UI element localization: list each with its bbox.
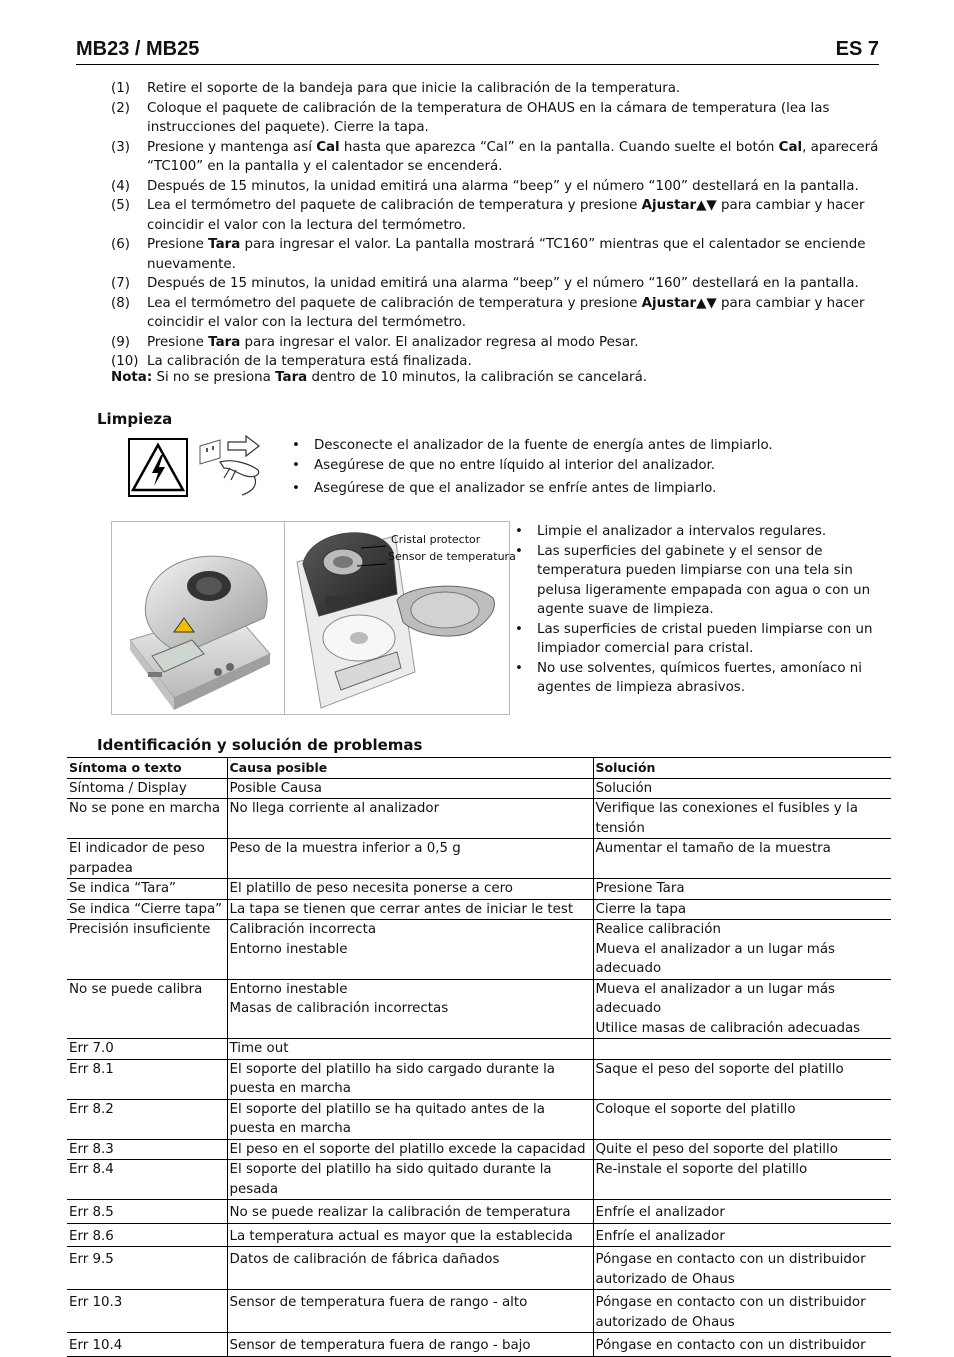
note-tara: Tara	[275, 370, 308, 385]
symptom-cell: Err 8.2	[67, 1099, 227, 1139]
table-row	[67, 1139, 891, 1160]
step-text: Después de 15 minutos, la unidad emitirá una alarma “beep” y el número “160” destellará en la pantalla.	[147, 276, 859, 291]
calibration-step	[111, 79, 887, 99]
solution-cell: Coloque el soporte del platillo	[593, 1099, 891, 1139]
list-item: • Las superficies de cristal pueden limpiarse con un limpiador comercial para cristal.	[513, 620, 889, 659]
solution-cell: Póngase en contacto con un distribuidor autorizado de Ohaus	[593, 1290, 891, 1333]
step-number: (10)	[111, 354, 139, 369]
cause-cell: La temperatura actual es mayor que la establecida	[227, 1223, 593, 1247]
symptom-cell: Precisión insuficiente	[67, 920, 227, 980]
cause-cell: La tapa se tienen que cerrar antes de iniciar le test	[227, 899, 593, 920]
cause-cell: Calibración incorrecta Entorno inestable	[227, 920, 593, 980]
solution-cell: Realice calibración Mueva el analizador a un lugar más adecuado	[593, 920, 891, 980]
step-text: para cambiar y hacer coincidir el valor con la lectura del termómetro.	[147, 198, 865, 233]
step-number: (3)	[111, 139, 130, 155]
table-row	[67, 778, 891, 799]
page-header	[76, 38, 879, 65]
solution-cell: Póngase en contacto con un distribuidor autorizado de Ohaus	[593, 1247, 891, 1290]
table-row	[67, 1247, 891, 1290]
symptom-cell: No se pone en marcha	[67, 799, 227, 839]
step-number: (9)	[111, 334, 130, 350]
step-number: (4)	[111, 178, 130, 194]
step-number: (6)	[111, 237, 130, 252]
cause-cell: El peso en el soporte del platillo excede la capacidad	[227, 1139, 593, 1160]
solution-cell: Presione Tara	[593, 879, 891, 900]
step-keyword: Cal	[316, 139, 340, 155]
analyzer-closed-photo	[112, 522, 285, 714]
analyzer-photos	[111, 521, 516, 715]
step-keyword: Ajustar▲▼	[641, 198, 717, 213]
step-keyword: Tara	[208, 237, 241, 252]
cause-cell: Sensor de temperatura fuera de rango - bajo	[227, 1333, 593, 1357]
solution-cell: Aumentar el tamaño de la muestra	[593, 839, 891, 879]
step-number: (1)	[111, 81, 130, 96]
step-text: para ingresar el valor. La pantalla mostrará “TC160” mientras que el calentador se enciende nuevamente.	[147, 237, 866, 272]
step-text: Coloque el paquete de calibración de la temperatura de OHAUS en la cámara de temperatura (lea las instrucciones del paquete). Cierre la tapa.	[147, 100, 830, 135]
step-text: hasta que aparezca “Cal” en la pantalla. Cuando suelte el botón	[339, 139, 779, 155]
step-number: (2)	[111, 100, 130, 116]
table-row	[67, 1223, 891, 1247]
solution-cell: Quite el peso del soporte del platillo	[593, 1139, 891, 1160]
power-safety-list	[290, 436, 890, 499]
table-row	[67, 1290, 891, 1333]
symptom-cell: Err 8.5	[67, 1200, 227, 1224]
symptom-cell: Err 7.0	[67, 1039, 227, 1060]
step-number: (7)	[111, 276, 130, 291]
analyzer-open-photo	[285, 522, 516, 714]
calibration-step	[111, 294, 887, 333]
note	[111, 368, 647, 388]
table-row	[67, 1099, 891, 1139]
symptom-cell: Err 8.1	[67, 1059, 227, 1099]
calibration-step	[111, 138, 887, 177]
step-text: Retire el soporte de la bandeja para que inicie la calibración de la temperatura.	[147, 81, 681, 96]
cleaning-heading: Limpieza	[97, 410, 173, 428]
symptom-cell: Err 10.4	[67, 1333, 227, 1357]
solution-cell	[593, 1039, 891, 1060]
solution-cell: Re-instale el soporte del platillo	[593, 1160, 891, 1200]
unplug-warning-icon	[128, 434, 270, 498]
step-text: para cambiar y hacer coincidir el valor con la lectura del termómetro.	[147, 295, 865, 330]
cause-cell: El platillo de peso necesita ponerse a cero	[227, 879, 593, 900]
calibration-step	[111, 274, 887, 294]
step-keyword: Cal	[778, 139, 803, 155]
column-header-symptom: Síntoma o texto	[67, 758, 227, 779]
symptom-cell: Síntoma / Display	[67, 778, 227, 799]
solution-cell: Enfríe el analizador	[593, 1223, 891, 1247]
step-text: Lea el termómetro del paquete de calibración de temperatura y presione	[147, 198, 642, 213]
callout-temperature-sensor: Sensor de temperatura	[388, 550, 516, 563]
step-text: Presione y mantenga así	[147, 139, 317, 155]
step-text: Presione	[147, 237, 209, 252]
list-item: • Las superficies del gabinete y el sensor de temperatura pueden limpiarse con una tela sin pelusa ligeramente empapada con agua o con un agente suave de limpieza.	[513, 542, 889, 620]
table-row	[67, 879, 891, 900]
solution-cell: Solución	[593, 778, 891, 799]
symptom-cell: Err 8.4	[67, 1160, 227, 1200]
cause-cell: Sensor de temperatura fuera de rango - alto	[227, 1290, 593, 1333]
model-title: MB23 / MB25	[76, 38, 200, 60]
solution-cell: Cierre la tapa	[593, 899, 891, 920]
symptom-cell: Err 10.3	[67, 1290, 227, 1333]
table-row	[67, 979, 891, 1039]
step-text: La calibración de la temperatura está finalizada.	[147, 354, 472, 369]
calibration-step	[111, 333, 887, 353]
step-text: para ingresar el valor. El analizador regresa al modo Pesar.	[240, 334, 639, 350]
callout-protective-glass: Cristal protector	[391, 533, 481, 546]
symptom-cell: Err 9.5	[67, 1247, 227, 1290]
step-text: , aparecerá “TC100” en la pantalla y el calentador se encenderá.	[147, 139, 879, 174]
step-number: (8)	[111, 295, 130, 311]
cause-cell: No llega corriente al analizador	[227, 799, 593, 839]
list-item: • Desconecte el analizador de la fuente de energía antes de limpiarlo.	[290, 436, 890, 456]
step-number: (5)	[111, 198, 130, 213]
step-text: Después de 15 minutos, la unidad emitirá una alarma “beep” y el número “100” destellará en la pantalla.	[147, 178, 859, 194]
symptom-cell: El indicador de peso parpadea	[67, 839, 227, 879]
table-row	[67, 1200, 891, 1224]
calibration-step	[111, 235, 887, 274]
symptom-cell: Se indica “Tara”	[67, 879, 227, 900]
step-keyword: Ajustar▲▼	[641, 295, 717, 311]
cause-cell: El soporte del platillo ha sido cargado durante la puesta en marcha	[227, 1059, 593, 1099]
list-item: • Asegúrese de que el analizador se enfríe antes de limpiarlo.	[290, 479, 890, 499]
solution-cell: Mueva el analizador a un lugar más adecuado Utilice masas de calibración adecuadas	[593, 979, 891, 1039]
table-row	[67, 1333, 891, 1357]
symptom-cell: Err 8.6	[67, 1223, 227, 1247]
step-text: Lea el termómetro del paquete de calibración de temperatura y presione	[147, 295, 642, 311]
cause-cell: Posible Causa	[227, 778, 593, 799]
table-row	[67, 920, 891, 980]
cause-cell: No se puede realizar la calibración de temperatura	[227, 1200, 593, 1224]
calibration-step	[111, 99, 887, 138]
table-row	[67, 799, 891, 839]
symptom-cell: No se puede calibra	[67, 979, 227, 1039]
calibration-step	[111, 196, 887, 235]
note-text-pre: Si no se presiona	[152, 370, 276, 385]
note-label: Nota:	[111, 370, 153, 385]
table-row	[67, 1039, 891, 1060]
note-text-post: dentro de 10 minutos, la calibración se cancelará.	[307, 370, 648, 385]
table-row	[67, 899, 891, 920]
table-header-row	[67, 758, 891, 779]
cause-cell: Peso de la muestra inferior a 0,5 g	[227, 839, 593, 879]
table-row	[67, 1160, 891, 1200]
solution-cell: Verifique las conexiones el fusibles y la tensión	[593, 799, 891, 839]
symptom-cell: Se indica “Cierre tapa”	[67, 899, 227, 920]
list-item: • No use solventes, químicos fuertes, amoníaco ni agentes de limpieza abrasivos.	[513, 659, 889, 698]
solution-cell: Enfríe el analizador	[593, 1200, 891, 1224]
column-header-cause: Causa posible	[227, 758, 593, 779]
table-row	[67, 1059, 891, 1099]
table-row	[67, 839, 891, 879]
cause-cell: Entorno inestable Masas de calibración incorrectas	[227, 979, 593, 1039]
cause-cell: El soporte del platillo se ha quitado antes de la puesta en marcha	[227, 1099, 593, 1139]
solution-cell: Saque el peso del soporte del platillo	[593, 1059, 891, 1099]
solution-cell: Póngase en contacto con un distribuidor	[593, 1333, 891, 1357]
list-item: • Asegúrese de que no entre líquido al interior del analizador.	[290, 456, 890, 476]
calibration-steps	[111, 79, 887, 372]
list-item: • Limpie el analizador a intervalos regulares.	[513, 522, 889, 542]
page-number: ES 7	[835, 38, 879, 60]
troubleshooting-heading: Identificación y solución de problemas	[97, 736, 423, 754]
cause-cell: Time out	[227, 1039, 593, 1060]
surface-cleaning-list	[513, 522, 889, 698]
troubleshooting-table	[67, 757, 891, 1357]
cause-cell: Datos de calibración de fábrica dañados	[227, 1247, 593, 1290]
calibration-step	[111, 177, 887, 197]
cause-cell: El soporte del platillo ha sido quitado durante la pesada	[227, 1160, 593, 1200]
step-text: Presione	[147, 334, 209, 350]
column-header-solution: Solución	[593, 758, 891, 779]
symptom-cell: Err 8.3	[67, 1139, 227, 1160]
step-keyword: Tara	[208, 334, 241, 350]
